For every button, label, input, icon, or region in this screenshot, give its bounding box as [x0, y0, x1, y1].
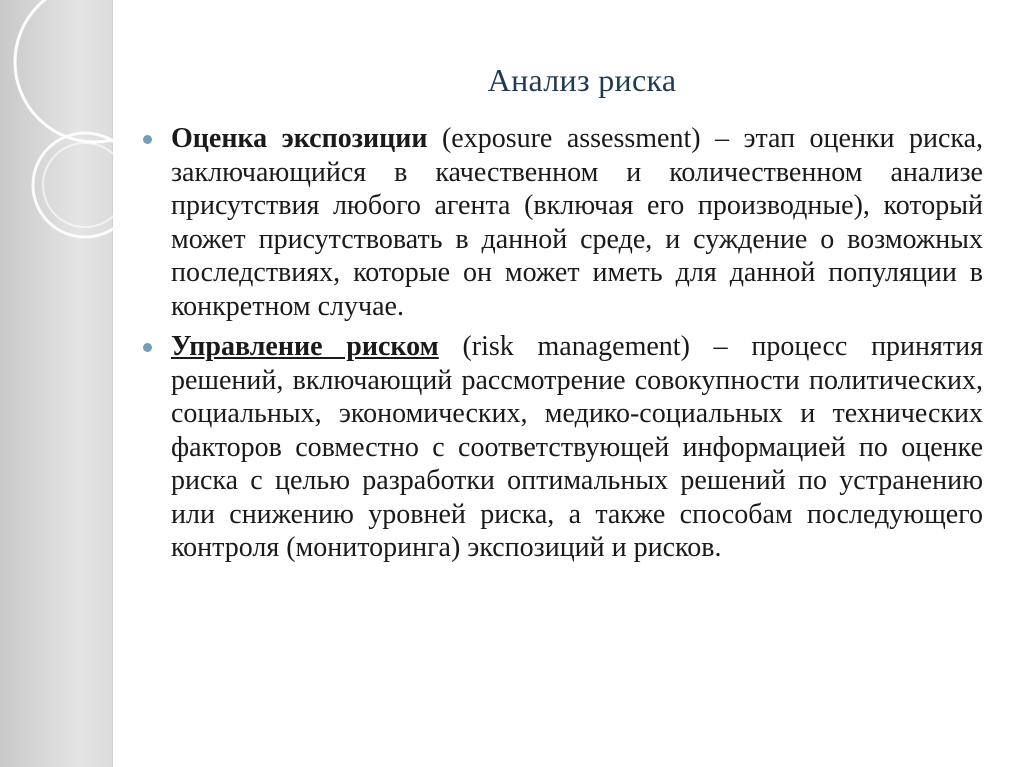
slide-content [171, 122, 983, 572]
definition-risk-management: (risk management) – процесс принятия решений, включающий рассмотрение совокупности политических, социальных, экономических, медико-социальных и технических факторов совместно с соответствующей информацией по оценке риска с целью разработки оптимальных решений по устранению или снижению уровней риска, а также способам последующего контроля (мониторинга) экспозиций и рисков. [171, 331, 983, 563]
bullet-item-exposure-assessment [171, 122, 983, 323]
term-risk-management: Управление риском [171, 331, 439, 362]
bullet-dot-icon [143, 343, 152, 352]
decorative-circles [0, 0, 130, 300]
slide-title: Анализ риска [487, 62, 677, 98]
term-exposure-assessment: Оценка экспозиции [171, 123, 428, 154]
bullet-dot-icon [143, 135, 152, 144]
definition-exposure-assessment: (exposure assessment) – этап оценки риска, заключающийся в качественном и количественном анализе присутствия любого агента (включая его производные), который может присутствовать в данной среде, и суждение о возможных последствиях, которые он может иметь для данной популяции в конкретном случае. [171, 123, 984, 322]
bullet-item-risk-management [171, 330, 983, 565]
